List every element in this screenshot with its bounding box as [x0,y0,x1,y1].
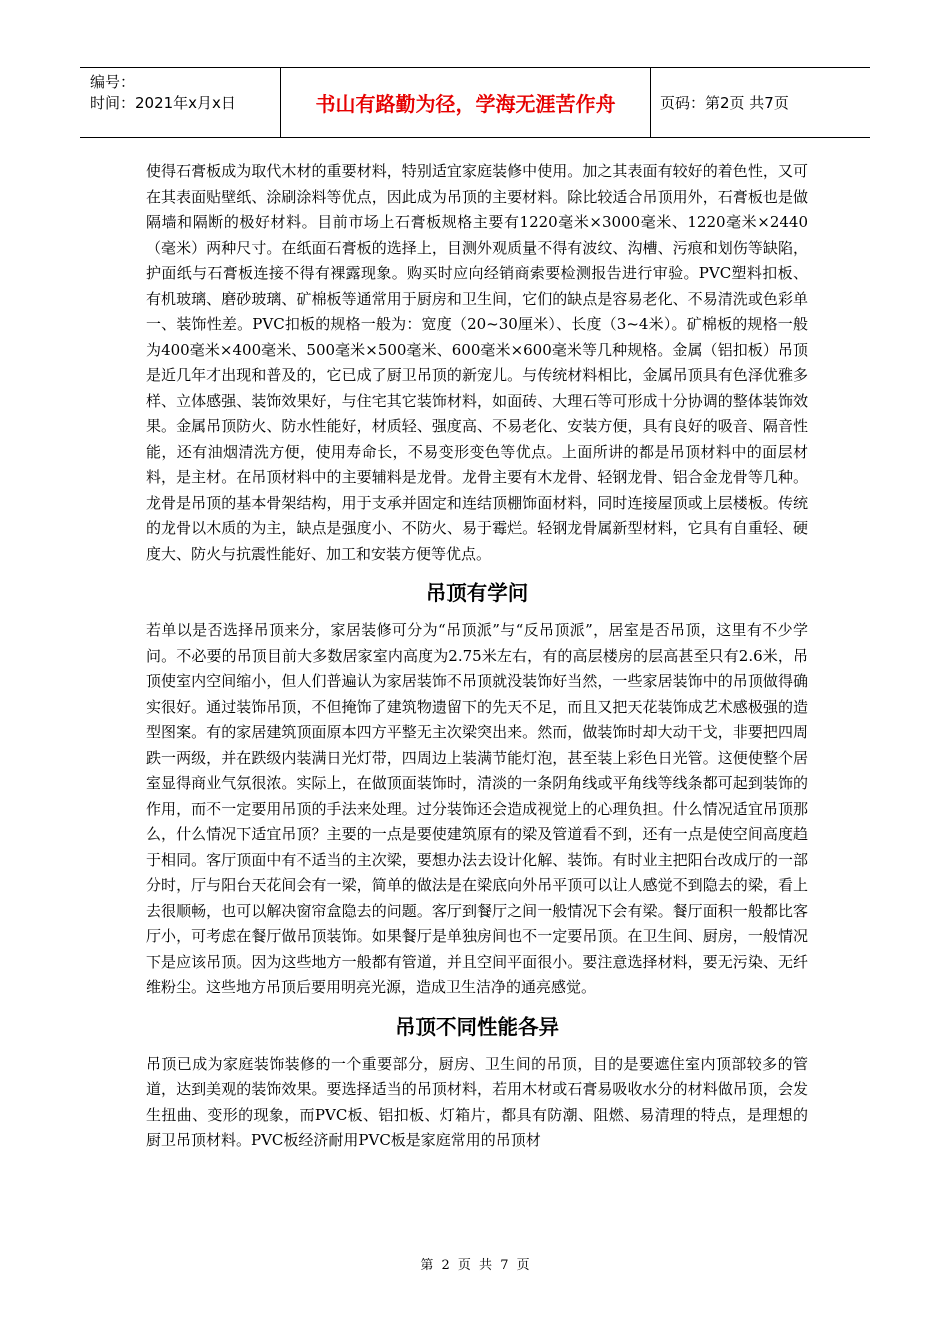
section-heading-ceiling-knowledge: 吊顶有学问 [425,581,529,605]
date-label: 时间：2021年x月x日 [90,94,236,112]
paragraph-ceiling-performance: 吊顶已成为家庭装饰装修的一个重要部分，厨房、卫生间的吊顶，目的是要遮住室内顶部较多的管道，达到美观的装饰效果。要选择适当的吊顶材料，若用木材或石膏易吸收水分的材料做吊顶，会发生扭曲、变形的现象，而PVC板、铝扣板、灯箱片，都具有防潮、阻燃、易清理的特点，是理想的厨卫吊顶材料。PVC板经济耐用PVC板是家庭常用的吊顶材 [146,1054,808,1149]
page-header [80,67,870,138]
header-meta [80,68,281,137]
paragraph-ceiling-knowledge: 若单以是否选择吊顶来分，家居装修可分为“吊顶派”与“反吊顶派”，居室是否吊顶，这里有不少学问。不必要的吊顶目前大多数居家室内高度为2.75米左右，有的高层楼房的层高甚至只有2.6米，吊顶使室内空间缩小，但人们普遍认为家居装饰不吊顶就没装饰好当然，一些家居装饰中的吊顶做得确实很好。通过装饰吊顶，不但掩饰了建筑物遗留下的先天不足，而且又把天花装饰成艺术感极强的造型图案。有的家居建筑顶面原本四方平整无主次梁突出来。然而，做装饰时却大动干戈，非要把四周跌一两级，并在跌级内装满日光灯带，四周边上装满节能灯泡，甚至装上彩色日光管。这便使整个居室显得商业气氛很浓。实际上，在做顶面装饰时，清淡的一条阴角线或平角线等线条都可起到装饰的作用，而不一定要用吊顶的手法来处理。过分装饰还会造成视觉上的心理负担。什么情况适宜吊顶那么，什么情况下适宜吊顶？主要的一点是要使建筑原有的梁及管道看不到，还有一点是使空间高度趋于相同。客厅顶面中有不适当的主次梁，要想办法去设计化解、装饰。有时业主把阳台改成厅的一部分时，厅与阳台天花间会有一梁，简单的做法是在梁底向外吊平顶可以让人感觉不到隐去的梁，看上去很顺畅，也可以解决窗帘盒隐去的问题。客厅到餐厅之间一般情况下会有梁。餐厅面积一般都比客厅小，可考虑在餐厅做吊顶装饰。如果餐厅是单独房间也不一定要吊顶。在卫生间、厨房，一般情况下是应该吊顶。因为这些地方一般都有管道，并且空间平面很小。要注意选择材料，要无污染、无纤维粉尘。这些地方吊顶后要用明亮光源，造成卫生洁净的通亮感觉。 [146,621,808,996]
page-footer: 第 2 页 共 7 页 [420,1258,530,1273]
serial-number-label: 编号： [90,73,136,91]
header-motto: 书山有路勤为径，学海无涯苦作舟 [281,68,651,137]
header-page-info: 页码：第2页 共7页 [660,94,789,112]
section-heading-ceiling-performance: 吊顶不同性能各异 [395,1014,559,1039]
document-body [146,159,808,1154]
paragraph-ceiling-materials: 使得石膏板成为取代木材的重要材料，特别适宜家庭装修中使用。加之其表面有较好的着色性，又可在其表面贴壁纸、涂刷涂料等优点，因此成为吊顶的主要材料。除比较适合吊顶用外，石膏板也是做隔墙和隔断的极好材料。目前市场上石膏板规格主要有1220毫米×3000毫米、1220毫米×2440（毫米）两种尺寸。在纸面石膏板的选择上，目测外观质量不得有波纹、沟槽、污痕和划伤等缺陷，护面纸与石膏板连接不得有裸露现象。购买时应向经销商索要检测报告进行审验。PVC塑料扣板、有机玻璃、磨砂玻璃、矿棉板等通常用于厨房和卫生间，它们的缺点是容易老化、不易清洗或色彩单一、装饰性差。PVC扣板的规格一般为：宽度（20~30厘米）、长度（3~4米）。矿棉板的规格一般为400毫米×400毫米、500毫米×500毫米、600毫米×600毫米等几种规格。金属（铝扣板）吊顶是近几年才出现和普及的，它已成了厨卫吊顶的新宠儿。与传统材料相比，金属吊顶具有色泽优雅多样、立体感强、装饰效果好，与住宅其它装饰材料，如面砖、大理石等可形成十分协调的整体装饰效果。金属吊顶防火、防水性能好，材质轻、强度高、不易老化、安装方便，具有良好的吸音、隔音性能，还有油烟清洗方便，使用寿命长，不易变形变色等优点。上面所讲的都是吊顶材料中的面层材料，是主材。在吊顶材料中的主要辅料是龙骨。龙骨主要有木龙骨、轻钢龙骨、铝合金龙骨等几种。龙骨是吊顶的基本骨架结构，用于支承并固定和连结顶棚饰面材料，同时连接屋顶或上层楼板。传统的龙骨以木质的为主，缺点是强度小、不防火、易于霉烂。轻钢龙骨属新型材料，它具有自重轻、硬度大、防火与抗震性能好、加工和安装方便等优点。 [146,162,808,563]
